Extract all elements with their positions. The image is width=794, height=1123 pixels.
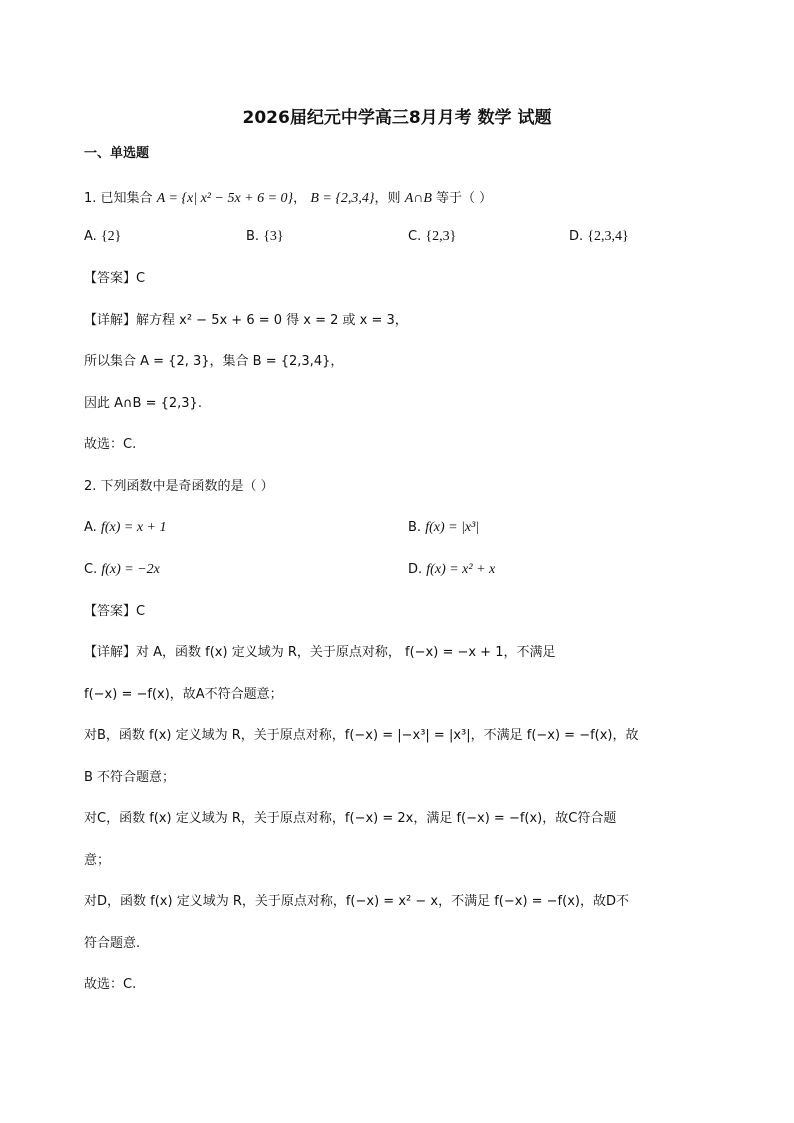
question-2-stem: 2. 下列函数中是奇函数的是（ ）: [84, 479, 274, 494]
option-value: f(x) = x + 1: [100, 520, 167, 535]
page-title: 2026届纪元中学高三8月月考 数学 试题: [242, 108, 552, 128]
q2-detail-line: 【详解】对 A，函数 f(x) 定义域为 R，关于原点对称， f(−x) = −x + 1，不满足: [84, 645, 556, 660]
option-value: f(x) = x² + x: [426, 562, 496, 577]
option-value: {2,3}: [425, 229, 457, 244]
q2-option-d: [408, 561, 495, 579]
q1-number: 1. 已知集合: [84, 191, 153, 206]
option-value: f(x) = −2x: [101, 562, 160, 577]
option-value: {3}: [263, 229, 284, 244]
option-value: f(x) = |x³|: [425, 520, 480, 535]
q1-set-b: B = {2,3,4}: [310, 191, 375, 206]
option-label: B.: [246, 229, 260, 244]
q1-ask-pre: ，则: [374, 191, 401, 206]
q1-answer: 【答案】C: [84, 271, 146, 286]
option-label: C.: [408, 229, 422, 244]
q1-sep: ，: [293, 191, 307, 206]
q1-ask-post: 等于（ ）: [436, 191, 493, 206]
option-value: {2,3,4}: [587, 229, 629, 244]
q1-option-a: [84, 228, 121, 246]
q2-detail-line: B 不符合题意；: [84, 770, 176, 785]
q2-detail-line: 意；: [84, 853, 111, 868]
q1-detail-line: 【详解】解方程 x² − 5x + 6 = 0 得 x = 2 或 x = 3，: [84, 313, 408, 328]
q2-option-a: [84, 519, 166, 537]
q2-detail-line: 对D，函数 f(x) 定义域为 R，关于原点对称，f(−x) = x² − x，不满足 f(−x) = −f(x)，故D不: [84, 894, 629, 909]
option-label: A.: [84, 229, 97, 244]
question-1-stem: [84, 190, 492, 208]
option-label: D.: [408, 562, 423, 577]
q2-option-b: [408, 519, 479, 537]
q1-detail-line: 故选：C.: [84, 437, 137, 452]
q1-option-b: [246, 228, 284, 246]
q2-detail-line: 对B，函数 f(x) 定义域为 R，关于原点对称，f(−x) = |−x³| = |x³|，不满足 f(−x) = −f(x)，故: [84, 728, 639, 743]
q2-detail-line: 对C，函数 f(x) 定义域为 R，关于原点对称，f(−x) = 2x，满足 f(−x) = −f(x)，故C符合题: [84, 811, 617, 826]
option-label: C.: [84, 562, 98, 577]
q2-detail-line: f(−x) = −f(x)，故A不符合题意；: [84, 687, 283, 702]
q2-answer: 【答案】C: [84, 604, 146, 619]
q2-detail-line: 故选：C.: [84, 977, 137, 992]
q1-detail-line: 因此 A∩B = {2,3}.: [84, 396, 202, 411]
option-label: B.: [408, 520, 422, 535]
option-value: {2}: [100, 229, 122, 244]
q1-option-d: [569, 228, 629, 246]
q2-detail-line: 符合题意.: [84, 936, 141, 951]
q1-expr: A∩B: [404, 191, 432, 206]
option-label: A.: [84, 520, 97, 535]
q1-set-a: A = {x| x² − 5x + 6 = 0}: [156, 191, 294, 206]
q2-option-c: [84, 561, 160, 579]
q1-option-c: [408, 228, 456, 246]
q1-detail-line: 所以集合 A = {2, 3}，集合 B = {2,3,4}，: [84, 354, 344, 369]
section-heading: 一、单选题: [84, 146, 150, 161]
option-label: D.: [569, 229, 584, 244]
